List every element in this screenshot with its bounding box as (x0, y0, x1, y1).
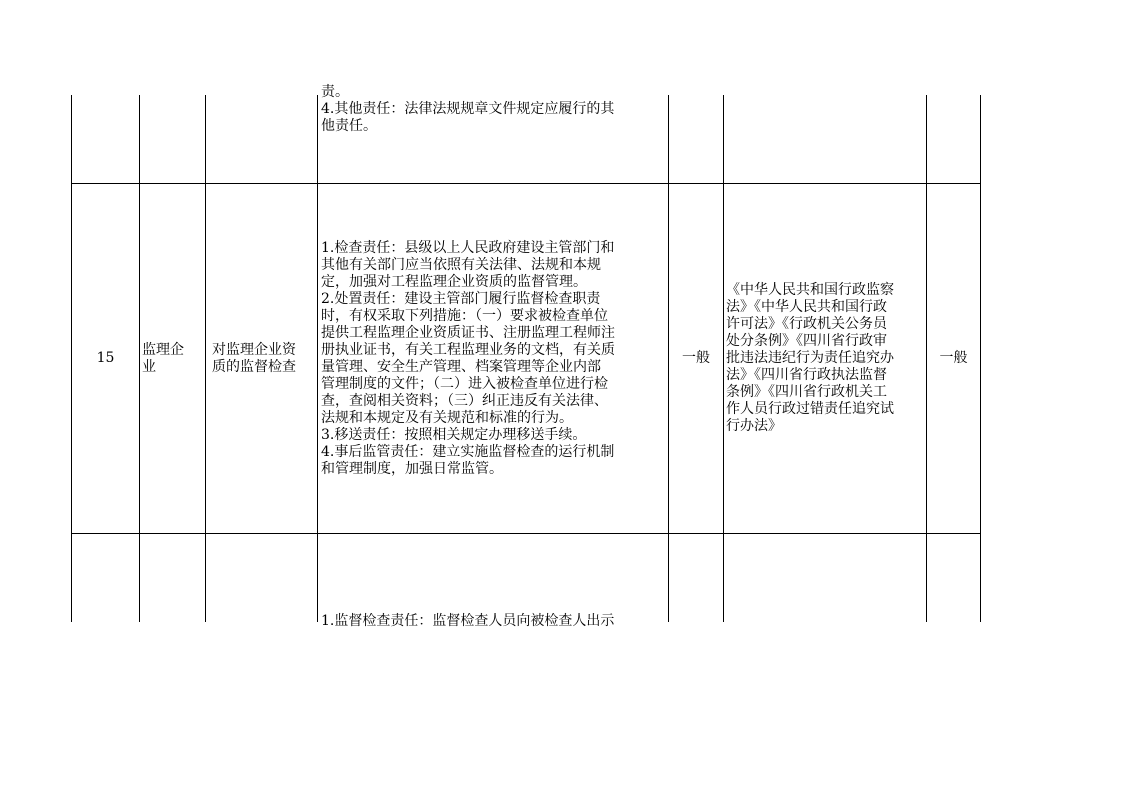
responsibility-line: 其他有关部门应当依照有关法律、法规和本规 (321, 256, 601, 273)
responsibility-line: 和管理制度，加强日常监管。 (321, 460, 503, 477)
category-line: 监理企 (142, 341, 184, 358)
prev-row-line: 4.其他责任：法律法规规章文件规定应履行的其 (321, 101, 615, 117)
item-line: 对监理企业资 (212, 341, 296, 358)
grid-line (139, 95, 140, 622)
grid-line (317, 95, 318, 622)
legal-basis-line: 法》《中华人民共和国行政 (726, 299, 887, 315)
row-level: 一般 (682, 350, 710, 366)
next-row-partial-line: 1.监督检查责任：监督检查人员向被检查人出示 (321, 613, 615, 629)
legal-basis-line: 法》《四川省行政执法监督 (726, 367, 887, 383)
legal-basis-line: 条例》《四川省行政机关工 (726, 384, 887, 400)
responsibility-line: 提供工程监理企业资质证书、注册监理工程师注 (321, 324, 615, 341)
prev-row-line: 他责任。 (321, 118, 377, 134)
legal-basis-line: 批违法违纪行为责任追究办 (726, 350, 894, 366)
legal-basis-line: 行办法》 (726, 418, 782, 434)
responsibility-line: 法规和本规定及有关规范和标准的行为。 (321, 409, 573, 426)
grid-line (980, 95, 981, 622)
prev-row-partial-line: 责。 (321, 84, 349, 100)
row-legal-basis (726, 184, 925, 533)
legal-basis-line: 《中华人民共和国行政监察 (726, 282, 894, 298)
category-line: 业 (142, 358, 156, 375)
responsibility-line: 管理制度的文件；（二）进入被检查单位进行检 (321, 375, 608, 392)
grid-line (205, 95, 206, 622)
responsibility-line: 4.事后监管责任：建立实施监督检查的运行机制 (321, 443, 615, 460)
row-category (142, 184, 204, 533)
next-row-responsibility (321, 534, 666, 629)
prev-row-responsibility (321, 84, 666, 183)
grid-line (723, 95, 724, 622)
responsibility-line: 1.检查责任：县级以上人民政府建设主管部门和 (321, 239, 615, 256)
responsibility-line: 册执业证书，有关工程监理业务的文档，有关质 (321, 341, 615, 358)
item-line: 质的监督检查 (212, 358, 296, 375)
responsibility-line: 3.移送责任：按照相关规定办理移送手续。 (321, 426, 587, 443)
legal-basis-line: 处分条例》《四川省行政审 (726, 333, 887, 349)
row-number: 15 (96, 350, 115, 366)
row-item (212, 184, 316, 533)
responsibility-line: 定，加强对工程监理企业资质的监督管理。 (321, 273, 587, 290)
responsibility-line: 查，查阅相关资料；（三）纠正违反有关法律、 (321, 392, 608, 409)
responsibility-line: 2.处置责任：建设主管部门履行监督检查职责 (321, 290, 601, 307)
row-responsibility (321, 184, 667, 533)
row-level-2: 一般 (939, 350, 968, 366)
legal-basis-line: 许可法》《行政机关公务员 (726, 316, 887, 332)
responsibility-line: 量管理、安全生产管理、档案管理等企业内部 (321, 358, 601, 375)
legal-basis-line: 作人员行政过错责任追究试 (726, 401, 894, 417)
responsibility-line: 时，有权采取下列措施：（一）要求被检查单位 (321, 307, 608, 324)
